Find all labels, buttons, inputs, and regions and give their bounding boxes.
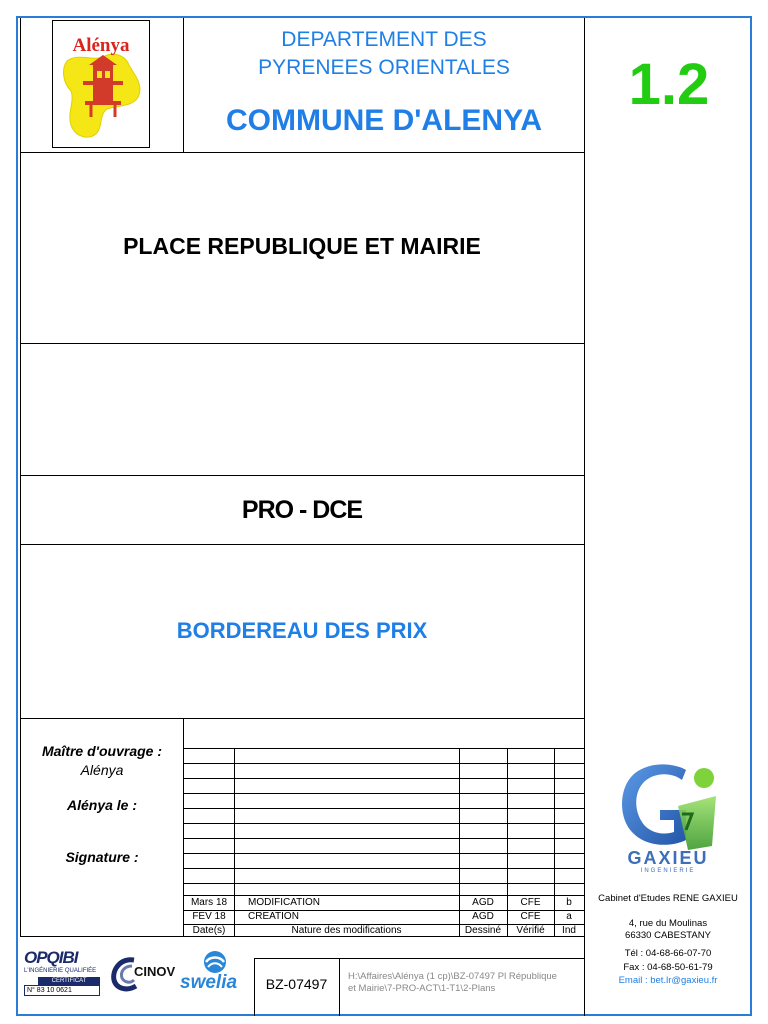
header-drawn: Dessiné [464, 925, 502, 936]
title-divider [20, 343, 584, 344]
footer-top-rule [254, 958, 584, 959]
certificat-badge: CERTIFICAT [38, 977, 100, 985]
rev-b-drawn: AGD [472, 897, 494, 908]
rev-b-ind: b [566, 897, 572, 908]
logo-text: Alénya [72, 35, 130, 56]
firm-tel: Tél : 04-68-66-07-70 [624, 948, 712, 959]
right-column-divider [584, 18, 585, 1016]
department-line2: PYRENEES ORIENTALES [258, 56, 510, 79]
place-label: Alénya le : [66, 797, 138, 813]
rev-b-nature: MODIFICATION [248, 897, 321, 908]
document-number: 1.2 [628, 52, 710, 117]
rev-a-checked: CFE [520, 911, 541, 922]
swelia-text: swelia [180, 972, 238, 993]
firm-street: 4, rue du Moulinas [628, 918, 708, 929]
rev-a-ind: a [566, 911, 572, 922]
file-path-line1: H:\Affaires\Alénya (1 cp)\BZ-07497 Pl République [348, 971, 557, 982]
header-ind: Ind [562, 925, 576, 936]
commune-title: COMMUNE D'ALENYA [225, 104, 543, 137]
firm-email[interactable]: Email : bet.lr@gaxieu.fr [618, 975, 718, 986]
cinov-logo [110, 956, 180, 992]
document-divider [20, 718, 584, 719]
gaxieu-name: GAXIEU [627, 848, 709, 868]
gaxieu-sub: INGENIERIE [640, 868, 696, 874]
phase-title: PRO - DCE [241, 496, 363, 524]
document-title: BORDEREAU DES PRIX [176, 618, 428, 643]
certificat-number: N° 83 10 0621 [24, 985, 100, 996]
firm-cabinet: Cabinet d'Etudes RENE GAXIEU [598, 893, 738, 904]
rev-a-drawn: AGD [472, 911, 494, 922]
firm-city: 66330 CABESTANY [625, 930, 711, 941]
swelia-logo [180, 950, 250, 996]
cinov-text: CINOV [134, 964, 176, 979]
project-title: PLACE REPUBLIQUE ET MAIRIE [123, 233, 481, 259]
gaxieu-logo [612, 760, 724, 874]
owner-label: Maître d'ouvrage : [41, 743, 163, 759]
owner-name: Alénya [80, 762, 124, 778]
rev-b-checked: CFE [520, 897, 541, 908]
header-divider [20, 152, 584, 153]
rev-a-date: FEV 18 [192, 911, 226, 922]
phase-divider [20, 544, 584, 545]
rev-b-date: Mars 18 [190, 897, 228, 908]
header-nature: Nature des modifications [291, 925, 402, 936]
blank-divider [20, 475, 584, 476]
department-line1: DEPARTEMENT DES [281, 28, 487, 51]
rev-a-nature: CREATION [248, 911, 299, 922]
signature-label: Signature : [65, 849, 139, 865]
opqibi-logo [24, 948, 106, 998]
project-reference: BZ-07497 [265, 976, 328, 992]
file-path-line2: et Mairie\7-PRO-ACT\1-T1\2-Plans [348, 983, 496, 994]
footer-divider-2 [339, 958, 340, 1016]
header-checked: Vérifié [516, 925, 545, 936]
alenya-logo [52, 20, 150, 148]
header-date: Date(s) [192, 925, 226, 936]
opqibi-sub: L'INGÉNIERIE QUALIFIÉE [24, 968, 97, 974]
firm-fax: Fax : 04-68-50-61-79 [623, 962, 713, 973]
opqibi-text: OPQIBI [24, 948, 78, 967]
